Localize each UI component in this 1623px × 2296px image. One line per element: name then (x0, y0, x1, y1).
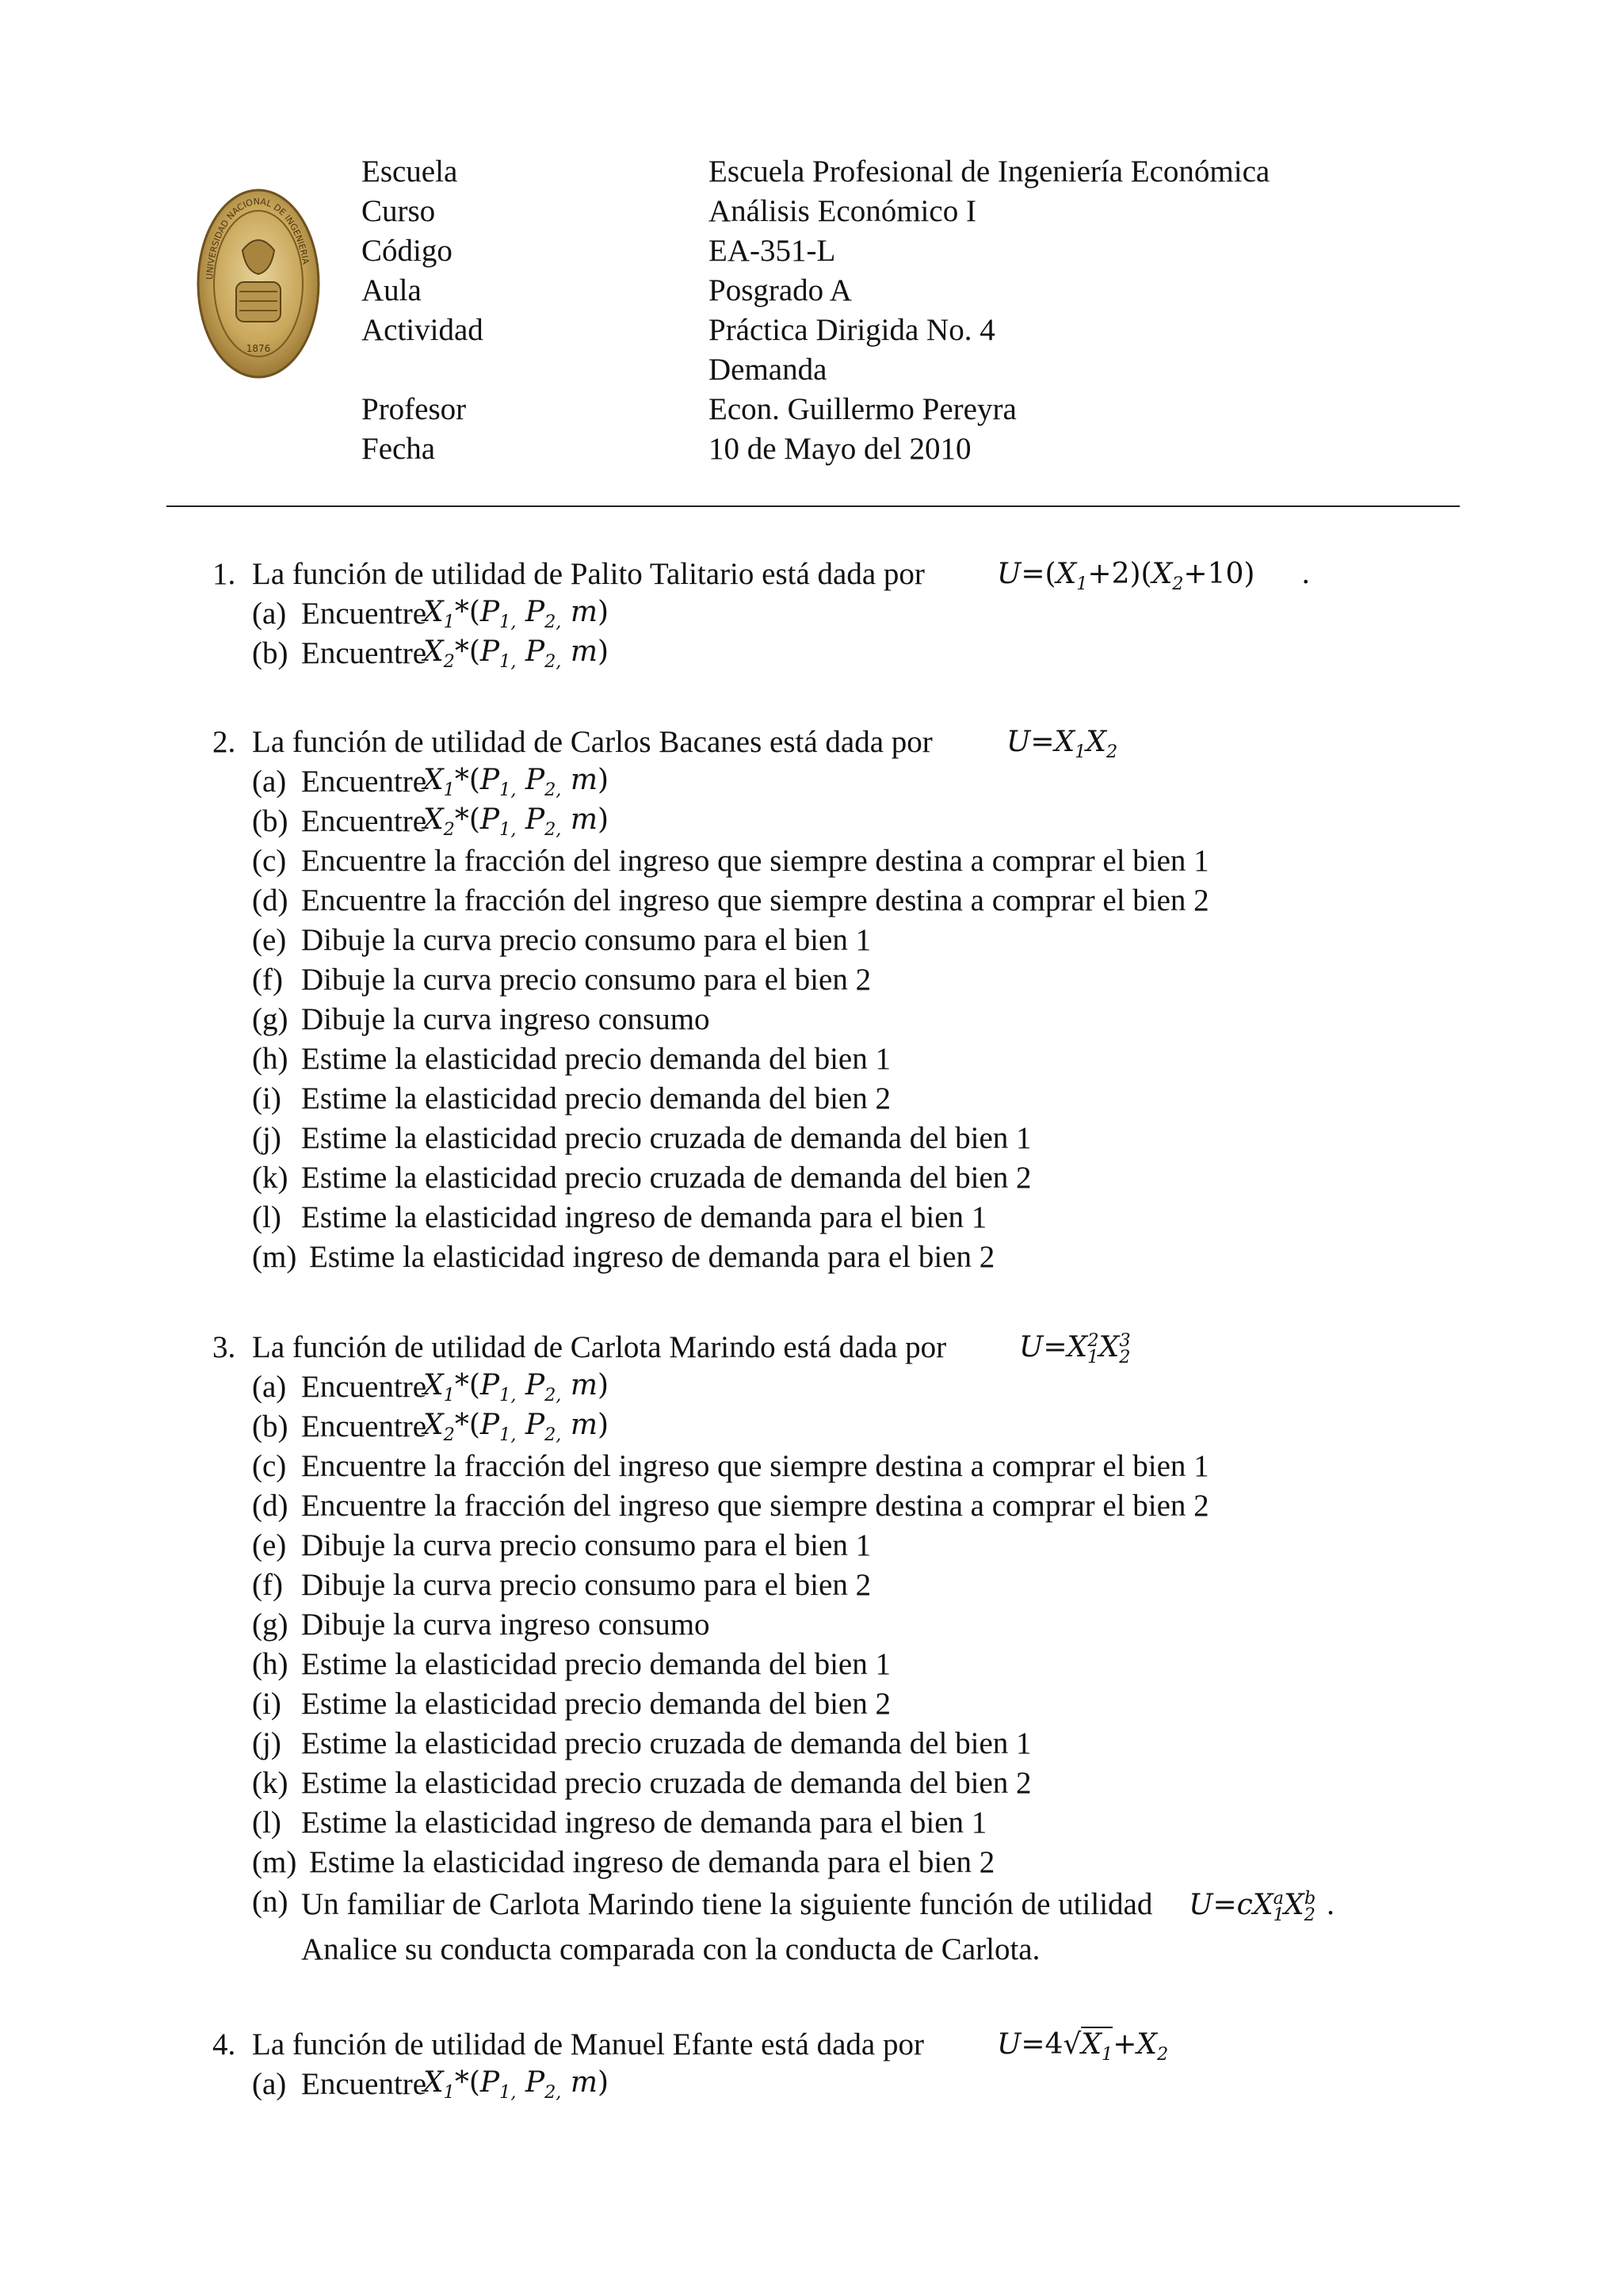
item-text: Dibuje la curva precio consumo para el bien 2 (301, 963, 872, 997)
item-label: (b) (252, 804, 288, 838)
header-row (361, 429, 1270, 469)
item-text: Estime la elasticidad precio cruzada de demanda del bien 2 (301, 1161, 1032, 1195)
question-header (212, 2025, 1169, 2065)
question-number: 4. (212, 2027, 236, 2061)
header-row (361, 192, 1270, 231)
header-row (361, 390, 1270, 429)
item-text: Encuentre la fracción del ingreso que siempre destina a comprar el bien 1 (301, 1449, 1209, 1483)
item-label: (k) (252, 1766, 288, 1800)
question-text: La función de utilidad de Carlos Bacanes está dada por (252, 725, 933, 759)
item-label: (m) (252, 1240, 297, 1274)
header-label: Profesor (361, 392, 467, 426)
item-text: Dibuje la curva precio consumo para el bien 2 (301, 1568, 872, 1602)
item-label: (b) (252, 1409, 288, 1444)
item-main-text: Un familiar de Carlota Marindo tiene la siguiente función de utilidad (301, 1887, 1153, 1921)
header-divider (166, 505, 1460, 507)
header-row (361, 350, 1270, 390)
item-text: Estime la elasticidad ingreso de demanda para el bien 2 (309, 1845, 995, 1879)
question-number: 1. (212, 557, 236, 591)
item-text: Dibuje la curva precio consumo para el bien 1 (301, 923, 872, 957)
formula-period: . (1301, 558, 1311, 590)
item-text: Estime la elasticidad ingreso de demanda para el bien 1 (301, 1200, 987, 1234)
item-label: (h) (252, 1647, 288, 1681)
item-label: (a) (252, 597, 287, 631)
item-label: (j) (252, 1121, 281, 1155)
header-label: Aula (361, 273, 422, 307)
header-row (361, 152, 1270, 192)
item-text: Estime la elasticidad precio cruzada de demanda del bien 1 (301, 1726, 1032, 1760)
item-label: (k) (252, 1161, 288, 1195)
item-label: (f) (252, 963, 283, 997)
item-text: Encuentre (301, 1409, 427, 1444)
formula-period: . (1327, 1887, 1335, 1921)
header-label: Fecha (361, 432, 436, 466)
header-row (361, 231, 1270, 271)
question-3 (212, 1328, 1335, 1971)
item-label: (a) (252, 2067, 287, 2101)
item-text: Estime la elasticidad precio cruzada de demanda del bien 1 (301, 1121, 1032, 1155)
question-text: La función de utilidad de Palito Talitario está dada por (252, 557, 925, 591)
utility-formula: $U=X_1^2X_2^3$ (1019, 1329, 1131, 1367)
item-text: Estime la elasticidad precio demanda del bien 1 (301, 1042, 891, 1076)
item-text: Dibuje la curva ingreso consumo (301, 1608, 710, 1642)
question-4 (212, 2025, 1169, 2104)
item-label: (e) (252, 923, 287, 957)
item-text: Encuentre la fracción del ingreso que siempre destina a comprar el bien 1 (301, 844, 1209, 878)
item-text: Encuentre la fracción del ingreso que siempre destina a comprar el bien 2 (301, 883, 1209, 917)
item-label: (i) (252, 1081, 281, 1116)
demand-formula: $X_1*(P_{1,}$ $P_{2,}$ m) (423, 596, 609, 632)
item-text (301, 1882, 1506, 1972)
question-number: 2. (212, 725, 236, 759)
item-label: (a) (252, 765, 287, 799)
item-text: Encuentre (301, 636, 427, 670)
item-text: Encuentre (301, 2067, 427, 2101)
question-number: 3. (212, 1330, 236, 1364)
header-value: Práctica Dirigida No. 4 (708, 313, 995, 347)
header-row (361, 271, 1270, 311)
question-header (212, 1328, 1131, 1367)
header-label: Curso (361, 194, 436, 228)
demand-formula: $X_1*(P_{1,}$ $P_{2,}$ m) (423, 764, 609, 800)
header-value: Posgrado A (708, 273, 852, 307)
university-seal (197, 189, 320, 379)
utility-formula: $U=(X_1+2)(X_2+10)$ (997, 558, 1255, 594)
header-row (361, 311, 1270, 350)
header-value: EA-351-L (708, 234, 836, 268)
utility-formula: $U=X_1X_2$ (1006, 726, 1118, 762)
item-text: Dibuje la curva precio consumo para el bien 1 (301, 1528, 872, 1562)
item-text: Estime la elasticidad ingreso de demanda para el bien 2 (309, 1240, 995, 1274)
seal-ring-text: UNIVERSIDAD NACIONAL DE INGENIERIA (204, 196, 311, 280)
item-text: Estime la elasticidad ingreso de demanda para el bien 1 (301, 1806, 987, 1840)
seal-year: 1876 (246, 343, 271, 354)
header-label: Escuela (361, 154, 458, 189)
item-text: Encuentre (301, 1370, 427, 1404)
item-continuation-text: Analice su conducta comparada con la conducta de Carlota. (301, 1932, 1041, 1966)
question-header (212, 555, 1311, 594)
question-header (212, 723, 1118, 762)
item-label: (c) (252, 1449, 287, 1483)
item-label: (e) (252, 1528, 287, 1562)
item-label: (d) (252, 883, 288, 917)
demand-formula: $X_2*(P_{1,}$ $P_{2,}$ m) (423, 1409, 609, 1445)
item-text: Estime la elasticidad precio demanda del bien 2 (301, 1081, 891, 1116)
item-text: Encuentre la fracción del ingreso que siempre destina a comprar el bien 2 (301, 1489, 1209, 1523)
item-text: Estime la elasticidad precio cruzada de demanda del bien 2 (301, 1766, 1032, 1800)
item-text: Encuentre (301, 804, 427, 838)
item-text: Estime la elasticidad precio demanda del bien 2 (301, 1687, 891, 1721)
item-text: Estime la elasticidad precio demanda del bien 1 (301, 1647, 891, 1681)
item-label: (d) (252, 1489, 288, 1523)
item-label: (f) (252, 1568, 283, 1602)
demand-formula: $X_1*(P_{1,}$ $P_{2,}$ m) (423, 2066, 609, 2103)
item-label: (m) (252, 1845, 297, 1879)
item-label: (a) (252, 1370, 287, 1404)
item-label: (i) (252, 1687, 281, 1721)
item-label: (g) (252, 1608, 288, 1642)
question-text: La función de utilidad de Manuel Efante está dada por (252, 2027, 924, 2061)
item-label: (g) (252, 1002, 288, 1036)
item-label: (n) (252, 1885, 288, 1919)
utility-formula: $U=cX_1^aX_2^b$ (1152, 1887, 1316, 1925)
header-info-table (361, 152, 1270, 469)
header-value: Demanda (708, 353, 827, 387)
item-label: (l) (252, 1806, 281, 1840)
item-text: Dibuje la curva ingreso consumo (301, 1002, 710, 1036)
question-text: La función de utilidad de Carlota Marindo está dada por (252, 1330, 947, 1364)
header-label: Actividad (361, 313, 483, 347)
item-label: (l) (252, 1200, 281, 1234)
header-value: Econ. Guillermo Pereyra (708, 392, 1017, 426)
item-label: (b) (252, 636, 288, 670)
header-value: 10 de Mayo del 2010 (708, 432, 972, 466)
item-text: Encuentre (301, 597, 427, 631)
item-label: (j) (252, 1726, 281, 1760)
header-label: Código (361, 234, 453, 268)
utility-formula: $U=4√X_1+X_2$ (997, 2028, 1169, 2065)
demand-formula: $X_2*(P_{1,}$ $P_{2,}$ m) (423, 635, 609, 672)
item-text: Encuentre (301, 765, 427, 799)
item-label: (h) (252, 1042, 288, 1076)
item-label: (c) (252, 844, 287, 878)
header-label (361, 350, 708, 390)
header-value: Análisis Económico I (708, 194, 976, 228)
question-1 (212, 555, 1311, 673)
header-value: Escuela Profesional de Ingeniería Económica (708, 154, 1270, 189)
question-2 (212, 723, 1209, 1277)
demand-formula: $X_1*(P_{1,}$ $P_{2,}$ m) (423, 1369, 609, 1405)
demand-formula: $X_2*(P_{1,}$ $P_{2,}$ m) (423, 803, 609, 840)
